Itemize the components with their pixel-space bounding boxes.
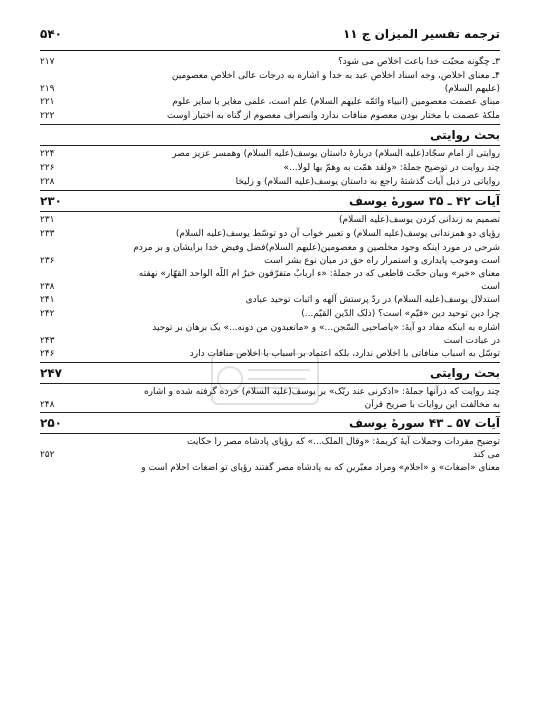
toc-entry xyxy=(40,307,500,321)
toc-page-number: ۲۳۰ xyxy=(40,194,62,208)
toc-entry xyxy=(40,241,500,255)
section-rule xyxy=(40,145,500,146)
toc-section-heading xyxy=(40,126,500,144)
toc-page-number: ۲۳۸ xyxy=(40,282,55,292)
toc-entry-text: معنای «اضغاث» و «احلام» ومراد معبّرین که به پادشاه مصر گفتند رؤیای تو اضغاث احلام است و xyxy=(141,463,500,473)
toc-entry-text: در عبادت است xyxy=(443,336,500,346)
toc-page-number: ۲۵۲ xyxy=(40,450,55,460)
toc-entry-text: ۴ـ معنای اخلاص، وجه اسناد اخلاص عبد به خدا و اشاره به درجات عالی اخلاص معصومین xyxy=(171,71,500,81)
toc-entry xyxy=(40,175,500,189)
toc-page-number: ۲۳۳ xyxy=(40,229,55,239)
toc-entry-text: اشاره به اینکه مفاد دو آیهٔ: «یاصاحبی السّجن...» و «ماتعبدون من دونه...» یک برهان بر توحید xyxy=(152,323,500,333)
toc-page-number: ۲۱۷ xyxy=(40,57,55,67)
toc-entry-text: می کند xyxy=(473,450,500,460)
toc-entry-text: تصمیم به زندانی کردن یوسف(علیه السلام) xyxy=(339,215,500,225)
toc-entry-text: به مخالفت این روایات با صریح قرآن xyxy=(364,400,500,410)
toc-entry xyxy=(40,449,500,461)
toc-entry xyxy=(40,83,500,95)
toc-entry xyxy=(40,55,500,69)
toc-page-number: ۲۳۶ xyxy=(40,256,55,266)
toc-entry-text: بحث روایتی xyxy=(429,366,500,380)
toc-entry xyxy=(40,227,500,241)
toc-section-heading xyxy=(40,192,500,210)
toc-entry-text: چند روایت که درآنها جملهٔ: «اذکرنی عند ربّک» بر یوسف(علیه السلام) خرده گرفته شده و اشاره xyxy=(143,387,500,397)
toc-entry-text: شرحی در مورد اینکه وجود مخلصین و معصومین(علیهم السلام)فضل وفیض خدا برایشان و بر مردم xyxy=(133,243,500,253)
page-number: ۵۴۰ xyxy=(40,27,62,41)
toc-page-number: ۲۱۹ xyxy=(40,84,55,94)
running-title: ترجمه تفسیر المیزان ج ۱۱ xyxy=(342,27,500,41)
toc-entry-text: روایاتی در ذیل آیات گذشتهٔ راجع به داستان یوسف(علیه السلام) و زلیخا xyxy=(235,177,500,187)
toc-entry-text: توضیح مفردات وجملات آیهٔ کریمهٔ: «وقال الملک...» که رؤیای پادشاه مصر را حکایت xyxy=(187,437,500,447)
toc-page-number: ۲۴۶ xyxy=(40,349,55,359)
toc-page-number: ۲۳۱ xyxy=(40,215,55,225)
toc-page-number: ۲۲۴ xyxy=(40,149,55,159)
toc-entry-text: است وموجب پایداری و استمرار راه حق در میان نوع بشر است xyxy=(264,256,500,266)
toc-entry xyxy=(40,255,500,267)
toc-entry xyxy=(40,161,500,175)
toc-page-number: ۲۵۰ xyxy=(40,416,62,430)
toc-entry-text: معنای «خیر» وبیان حجّت قاطعی که در جملهٔ: «ء اربابٌ متفرّقون خیرٌ ام اللّه الواحد القهّار» نهفته xyxy=(138,269,500,279)
toc-page-number: ۲۲۶ xyxy=(40,163,55,173)
section-rule xyxy=(40,190,500,191)
toc-entry xyxy=(40,461,500,475)
toc-page-number: ۲۲۲ xyxy=(40,111,55,121)
toc-entry xyxy=(40,267,500,281)
toc-page-number: ۲۴۱ xyxy=(40,295,55,305)
toc-entry-text: رؤیای دو همزندانی یوسف(علیه السلام) و تعبیر خواب آن دو توسّط یوسف(علیه السلام) xyxy=(175,229,500,239)
header-rule xyxy=(40,50,500,51)
toc-entry-text: آیات ۴۲ ـ ۳۵ سورهٔ یوسف xyxy=(349,194,500,208)
toc-section-heading xyxy=(40,414,500,432)
toc-entry xyxy=(40,321,500,335)
toc-entry xyxy=(40,109,500,123)
toc-entry xyxy=(40,293,500,307)
section-rule xyxy=(40,124,500,125)
toc-entry-text: چرا دین توحید دین «قیّم» است؟ (ذلک الدّین القیّم...) xyxy=(301,309,500,319)
section-rule xyxy=(40,412,500,413)
page-header xyxy=(40,22,500,46)
section-rule xyxy=(40,433,500,434)
toc-entry xyxy=(40,335,500,347)
toc-entry-text: است xyxy=(481,282,500,292)
section-rule xyxy=(40,211,500,212)
toc-entry xyxy=(40,95,500,109)
table-of-contents xyxy=(40,55,500,475)
toc-page-number: ۲۴۳ xyxy=(40,336,55,346)
toc-entry-text: استدلال یوسف(علیه السلام) در ردّ پرستش آلهه و اثبات توحید عبادی xyxy=(245,295,500,305)
toc-entry xyxy=(40,69,500,83)
toc-entry xyxy=(40,213,500,227)
toc-page-number: ۲۲۸ xyxy=(40,177,55,187)
toc-entry-text: چند روایت در توضیح جملهٔ: «ولقد همّت به وهمّ بها لولا...» xyxy=(283,163,500,173)
toc-entry-text: مبنای عصمت معصومین (انبیاء وائمّه علیهم السلام) علم است، علمی مغایر با سایر علوم xyxy=(172,97,500,107)
toc-entry xyxy=(40,435,500,449)
toc-entry-text: ۳ـ چگونه محبّت خدا باعث اخلاص می شود؟ xyxy=(337,57,500,67)
toc-page-number: ۲۴۲ xyxy=(40,309,55,319)
toc-entry-text: آیات ۵۷ ـ ۴۳ سورهٔ یوسف xyxy=(349,416,500,430)
toc-page-number: ۲۲۱ xyxy=(40,97,55,107)
toc-page-number: ۲۴۷ xyxy=(40,366,62,380)
toc-entry xyxy=(40,147,500,161)
toc-entry-text: ملکهٔ عصمت با مختار بودن معصوم منافات ندارد وانصراف معصوم از گناه به اختیار اوست xyxy=(167,111,500,121)
toc-entry-text: توسّل به اسباب منافاتی با اخلاص ندارد، بلکه اعتماد بر اسباب با اخلاص منافات دارد xyxy=(189,349,500,359)
library-watermark-stamp xyxy=(210,352,320,406)
toc-entry-text: روایتی از امام سجّاد(علیه السلام) دربارهٔ داستان یوسف(علیه السلام) وهمسر عزیز مصر xyxy=(172,149,500,159)
toc-entry-text: (علیهم السلام) xyxy=(444,84,500,94)
toc-page-number: ۲۴۸ xyxy=(40,400,55,410)
toc-entry-text: بحث روایتی xyxy=(429,128,500,142)
toc-entry xyxy=(40,281,500,293)
